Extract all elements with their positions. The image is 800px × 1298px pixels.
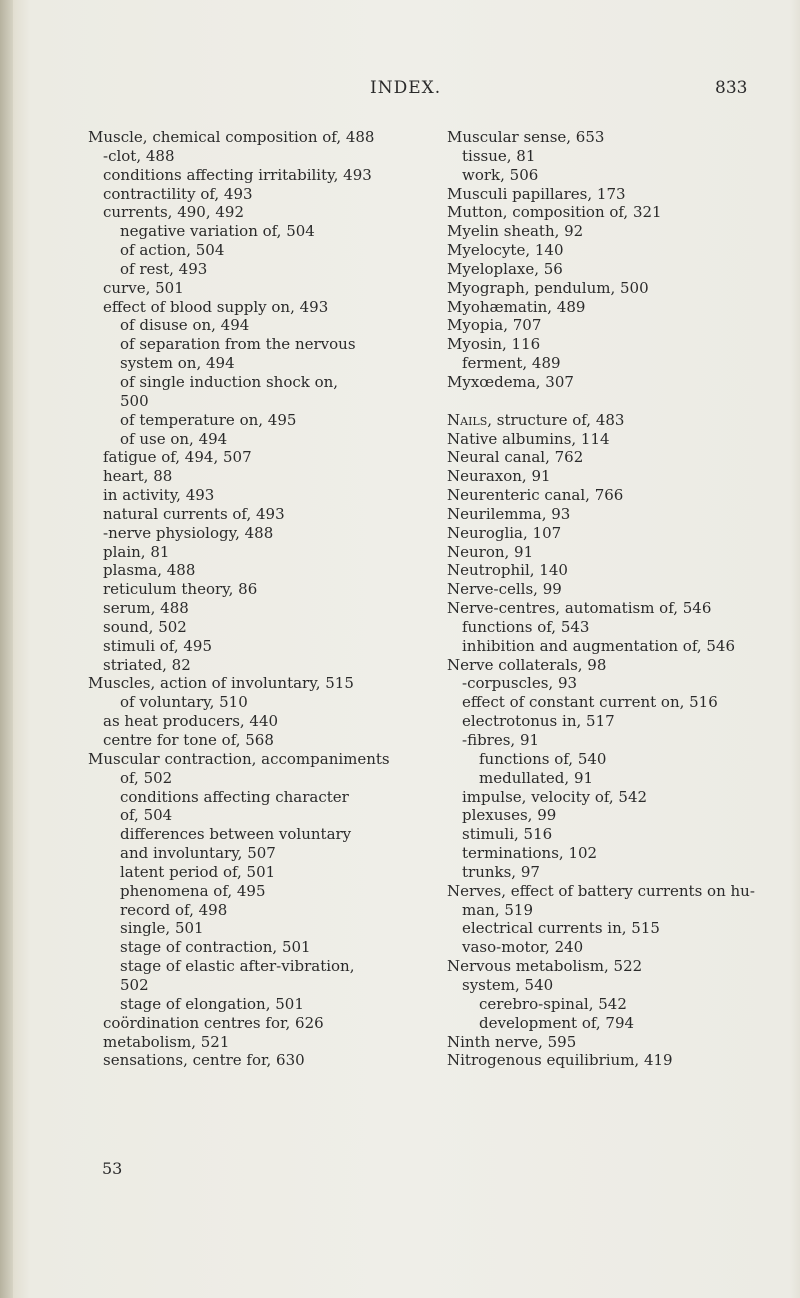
index-entry: stimuli of, 495 <box>103 636 212 655</box>
index-entry: Native albumins, 114 <box>447 429 610 448</box>
index-entry: coördination centres for, 626 <box>103 1013 324 1032</box>
index-entry: stimuli, 516 <box>462 825 553 844</box>
index-entry: effect of constant current on, 516 <box>462 693 718 712</box>
index-entry: trunks, 97 <box>462 862 540 881</box>
index-entry: Myeloplaxe, 56 <box>447 259 563 278</box>
index-entry: Muscle, chemical composition of, 488 <box>88 128 375 146</box>
index-entry: ferment, 489 <box>462 354 561 373</box>
index-entry: work, 506 <box>462 165 539 184</box>
index-entry: in activity, 493 <box>103 486 215 505</box>
index-entry: of disuse on, 494 <box>120 316 250 335</box>
index-entry: curve, 501 <box>103 278 184 297</box>
index-entry: Myxœdema, 307 <box>447 372 574 391</box>
index-entry: effect of blood supply on, 493 <box>103 297 329 316</box>
index-entry: -fibres, 91 <box>462 731 540 749</box>
index-entry: Neuron, 91 <box>447 542 534 561</box>
index-entry: Muscular contraction, accompaniments <box>88 749 390 768</box>
index-entry: Neuraxon, 91 <box>447 467 551 486</box>
index-entry: Myograph, pendulum, 500 <box>447 278 649 297</box>
running-head-title: INDEX. <box>370 78 442 98</box>
index-entry: Myelin sheath, 92 <box>447 222 584 241</box>
index-entry: system, 540 <box>462 975 554 994</box>
index-entry: Nervous metabolism, 522 <box>447 957 643 976</box>
index-entry: fatigue of, 494, 507 <box>103 448 252 467</box>
index-entry: functions of, 540 <box>479 749 607 768</box>
index-entry: functions of, 543 <box>462 617 590 636</box>
index-entry: of single induction shock on, <box>120 372 339 391</box>
signature-mark: 53 <box>102 1159 123 1178</box>
index-entry: cerebro-spinal, 542 <box>479 994 627 1013</box>
index-entry: impulse, velocity of, 542 <box>462 787 648 806</box>
index-entry: phenomena of, 495 <box>120 881 266 900</box>
index-entry: Myosin, 116 <box>447 335 541 354</box>
index-entry: inhibition and augmentation of, 546 <box>462 636 736 655</box>
index-entry: heart, 88 <box>103 467 173 486</box>
index-entry: of separation from the nervous <box>120 335 356 354</box>
index-entry: Nitrogenous equilibrium, 419 <box>447 1051 673 1070</box>
index-entry: stage of elongation, 501 <box>120 994 304 1013</box>
index-entry: Musculi papillares, 173 <box>447 184 626 203</box>
index-entry: Muscles, action of involuntary, 515 <box>88 674 354 693</box>
index-entry: Myopia, 707 <box>447 316 542 335</box>
index-entry: Myelocyte, 140 <box>447 241 564 260</box>
index-entry: differences between voluntary <box>120 825 352 844</box>
page-number: 833 <box>715 78 748 98</box>
index-entry: currents, 490, 492 <box>103 203 244 222</box>
index-entry: serum, 488 <box>103 599 189 618</box>
index-entry: conditions affecting irritability, 493 <box>103 165 372 184</box>
index-entry: tissue, 81 <box>462 146 536 165</box>
index-entry: Nerves, effect of battery currents on hu- <box>447 881 755 900</box>
index-entry: metabolism, 521 <box>103 1032 230 1051</box>
index-entry: Neural canal, 762 <box>447 448 584 467</box>
index-entry: natural currents of, 493 <box>103 504 285 523</box>
index-entry: Ninth nerve, 595 <box>447 1032 577 1051</box>
index-entry: stage of elastic after-vibration, <box>120 957 355 976</box>
index-entry: of, 504 <box>120 806 173 825</box>
running-head <box>0 78 800 102</box>
index-entry: plain, 81 <box>103 542 170 561</box>
index-entry: latent period of, 501 <box>120 862 276 881</box>
index-entry: Neutrophil, 140 <box>447 561 568 580</box>
index-entry: Neurilemma, 93 <box>447 504 571 523</box>
index-entry: of voluntary, 510 <box>120 693 248 712</box>
index-entry: sound, 502 <box>103 617 187 636</box>
index-entry: and involuntary, 507 <box>120 844 276 863</box>
index-entry: terminations, 102 <box>462 844 598 863</box>
index-entry: of use on, 494 <box>120 429 228 448</box>
index-entry: system on, 494 <box>120 354 235 373</box>
index-column-right <box>447 128 777 1070</box>
index-entry: -clot, 488 <box>103 146 175 165</box>
index-entry: sensations, centre for, 630 <box>103 1051 305 1070</box>
index-entry: 500 <box>120 391 149 410</box>
index-entry: Nerve-centres, automatism of, 546 <box>447 599 712 618</box>
index-entry: Mutton, composition of, 321 <box>447 203 662 222</box>
page-gutter <box>0 0 13 1298</box>
index-entry: centre for tone of, 568 <box>103 731 274 749</box>
index-entry: 502 <box>120 975 149 994</box>
index-entry: -nerve physiology, 488 <box>103 523 274 542</box>
index-entry: plexuses, 99 <box>462 806 557 825</box>
index-column-left <box>88 128 418 1070</box>
index-entry: as heat producers, 440 <box>103 712 279 731</box>
index-entry: striated, 82 <box>103 655 191 674</box>
index-entry: Neurenteric canal, 766 <box>447 486 624 505</box>
index-gap <box>447 392 777 411</box>
index-entry: negative variation of, 504 <box>120 222 315 241</box>
index-entry: medullated, 91 <box>479 768 594 787</box>
index-entry: single, 501 <box>120 919 204 938</box>
index-entry: electrical currents in, 515 <box>462 919 660 938</box>
index-entry: Nerve collaterals, 98 <box>447 655 607 674</box>
index-entry: Muscular sense, 653 <box>447 128 605 146</box>
index-entry: vaso-motor, 240 <box>462 938 584 957</box>
index-entry: plasma, 488 <box>103 561 196 580</box>
index-entry: of, 502 <box>120 768 173 787</box>
index-entry: Nails, structure of, 483 <box>447 410 625 429</box>
index-entry: reticulum theory, 86 <box>103 580 258 599</box>
index-entry: conditions affecting character <box>120 787 349 806</box>
index-entry: electrotonus in, 517 <box>462 712 615 731</box>
index-entry: of temperature on, 495 <box>120 410 297 429</box>
index-entry: of action, 504 <box>120 241 225 260</box>
index-entry: -corpuscles, 93 <box>462 674 578 693</box>
index-entry: stage of contraction, 501 <box>120 938 311 957</box>
index-entry: of rest, 493 <box>120 259 208 278</box>
index-entry: record of, 498 <box>120 900 228 919</box>
index-entry: Neuroglia, 107 <box>447 523 562 542</box>
index-entry: Nerve-cells, 99 <box>447 580 562 599</box>
index-entry: man, 519 <box>462 900 533 919</box>
index-entry: Myohæmatin, 489 <box>447 297 586 316</box>
index-entry: contractility of, 493 <box>103 184 253 203</box>
index-entry: development of, 794 <box>479 1013 635 1032</box>
